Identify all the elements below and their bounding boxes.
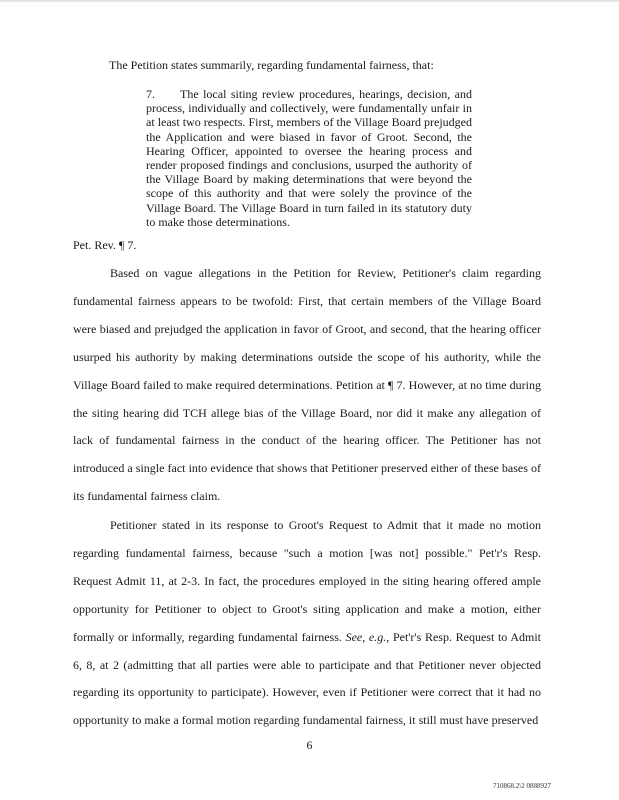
scan-edge <box>0 0 619 3</box>
quote-number: 7. <box>146 87 155 101</box>
intro-sentence: The Petition states summarily, regarding fundamental fairness, that: <box>109 58 434 72</box>
document-id: 710868.2\2 0888927 <box>493 782 551 790</box>
paragraph-2-part-1: Petitioner stated in its response to Groot's Request to Admit that it made no motion regarding fundamental fairness, because "such a motion [was not] possible." Pet'r's Resp. Request Admit 11, at 2-3. In fact, the procedures employed in the siting hearing offered ample opportunity for Petitioner to object to Groot's siting application and make a motion, either formally or informally, regarding fundamental fairness. <box>73 518 541 644</box>
paragraph-2-part-2: Pet'r's Resp. Request to Admit 6, 8, at 2 (admitting that all parties were able to participate and that Petitioner never objected regarding its opportunity to participate). However, even if Petitioner were correct that it had no opportunity to make a formal motion regarding fundamental fairness, it still must have preserved <box>73 629 542 728</box>
paragraph-2 <box>73 512 541 735</box>
quote-text: The local siting review procedures, hearings, decision, and process, individually and collectively, were fundamentally unfair in at least two respects. First, members of the Village Board prejudged the Application and were biased in favor of Groot. Second, the Hearing Officer, appointed to oversee the hearing process and render proposed findings and conclusions, usurped the authority of the Village Board by making determinations that were beyond the scope of this authority and that were solely the province of the Village Board. The Village Board in turn failed in its statutory duty to make those determinations. <box>146 87 472 229</box>
paragraph-1: Based on vague allegations in the Petition for Review, Petitioner's claim regarding fundamental fairness appears to be twofold: First, that certain members of the Village Board were biased and prejudged the application in favor of Groot, and second, that the hearing officer usurped his authority by making determinations outside the scope of his authority, while the Village Board failed to make required determinations. Petition at ¶ 7. However, at no time during the siting hearing did TCH allege bias of the Village Board, nor did it make any allegation of lack of fundamental fairness in the conduct of the hearing officer. The Petitioner has not introduced a single fact into evidence that shows that Petitioner preserved either of these bases of its fundamental fairness claim. <box>73 266 541 504</box>
citation: Pet. Rev. ¶ 7. <box>73 238 137 252</box>
page-number: 6 <box>306 738 313 752</box>
block-quote <box>146 87 472 229</box>
see-signal: See, e.g., <box>345 629 390 644</box>
